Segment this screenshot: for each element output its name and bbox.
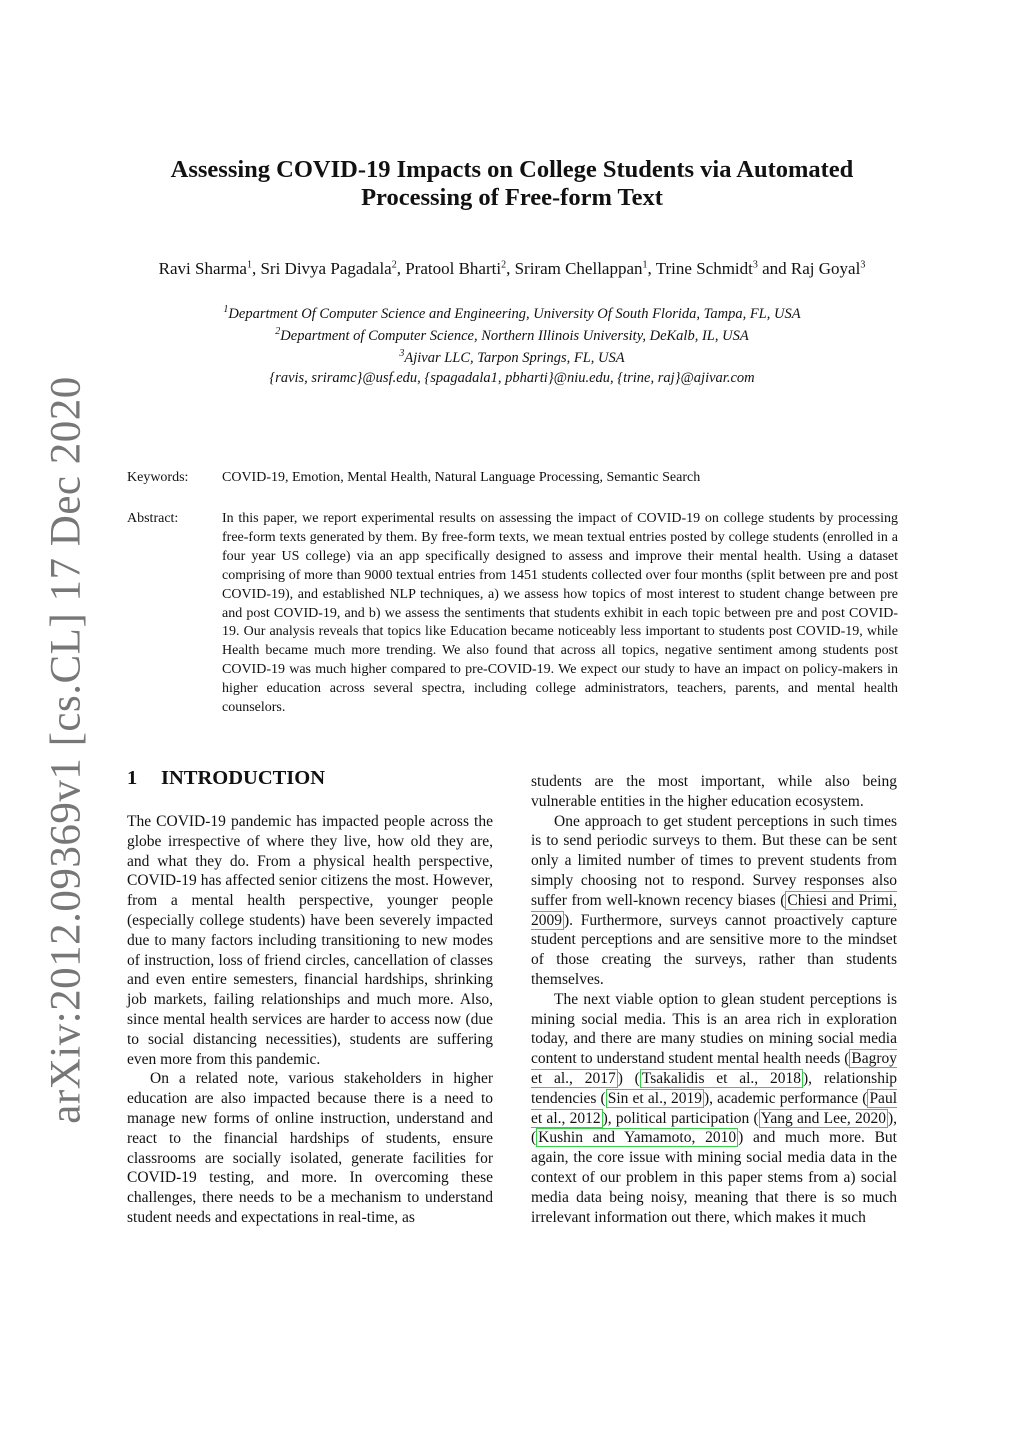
left-column <box>127 812 493 1228</box>
abstract-text: In this paper, we report experimental results on assessing the impact of COVID-19 on college students by processing free-form texts generated by them. By free-form texts, we mean textual entries posted by college students (enrolled in a four year US college) via an app specifically designed to assess and improve their mental health. Using a dataset comprising of more than 9000 textual entries from 1451 students collected over four months (split between pre and post COVID-19), and established NLP techniques, a) we assess how topics of most interest to student change between pre and post COVID-19, and b) we assess the sentiments that students exhibit in each topic between pre and post COVID-19. Our analysis reveals that topics like Education became noticeably less important to students post COVID-19, while Health became much more trending. We also found that across all topics, negative sentiment among students post COVID-19 was much higher compared to pre-COVID-19. We expect our study to have an impact on policy-makers in higher education across several spectra, including college administrators, teachers, parents, and mental health counselors. <box>222 511 898 716</box>
author-name: , Sriram Chellappan <box>506 259 643 278</box>
abstract-label: Abstract: <box>127 511 179 526</box>
citation-link[interactable]: Bagroy et al., 2017 <box>531 1050 897 1087</box>
paper-title <box>120 156 904 212</box>
affiliation: $^2$Department of Computer Science, Northern Illinois University, DeKalb, IL, USA <box>275 326 749 344</box>
citation-link[interactable]: Kushin and Yamamoto, 2010 <box>538 1129 737 1147</box>
right-column <box>531 772 897 1227</box>
author-name: , Pratool Bharti <box>396 259 502 278</box>
author-affil-mark: 3 <box>860 259 866 271</box>
title-line-1: Assessing COVID-19 Impacts on College Students via Automated <box>170 156 854 183</box>
author-name: , Sri Divya Pagadala <box>251 259 392 278</box>
citation-link[interactable]: Sin et al., 2019 <box>607 1089 702 1107</box>
author-affil-mark: 2 <box>501 259 507 271</box>
paragraph: students are the most important, while also being vulnerable entities in the higher education ecosystem. <box>531 773 897 810</box>
arxiv-identifier: arXiv:2012.09369v1 [cs.CL] 17 Dec 2020 <box>42 376 90 1124</box>
title-line-2: Processing of Free-form Text <box>361 184 663 211</box>
author-name: and Raj Goyal <box>757 259 861 278</box>
citation-link[interactable]: Chiesi and Primi, 2009 <box>531 891 897 929</box>
author-list <box>140 258 884 279</box>
author-affil-mark: 2 <box>391 259 397 271</box>
author-affil-mark: 1 <box>246 259 252 271</box>
section-heading <box>127 767 325 790</box>
paragraph: The next viable option to glean student perceptions is mining social media. This is an area rich in exploration today, and there are many studies on mining social media content to understand student mental health needs ( Bagroy et al., 2017 ) ( Tsakalidis et al., 2018 ), relationship tendencies ( Sin et al., 2019 ), academic performance ( Paul et al., 2012 ), political participation ( Yang and Lee, 2020 ), ( Kushin and Yamamoto, 2010 ) and much more. But again, the core issue with mining social media data in the context of our problem in this paper stems from a) social media data being noisy, meaning that there is so much irrelevant information out there, which makes it much <box>531 990 897 1226</box>
author-affil-mark: 1 <box>642 259 648 271</box>
citation-link[interactable]: Yang and Lee, 2020 <box>760 1109 886 1127</box>
section-title: INTRODUCTION <box>161 767 326 789</box>
citation-link[interactable]: Tsakalidis et al., 2018 <box>641 1069 801 1087</box>
keywords-label: Keywords: <box>127 470 189 485</box>
affiliation: $^1$Department Of Computer Science and Engineering, University Of South Florida, Tampa, FL, USA <box>223 304 801 322</box>
author-affil-mark: 3 <box>752 259 758 271</box>
keywords-text: COVID-19, Emotion, Mental Health, Natural Language Processing, Semantic Search <box>222 470 701 485</box>
paragraph: One approach to get student perceptions in such times is to send periodic surveys to them. But these can be sent only a limited number of times to prevent students from simply choosing not to respond. Survey responses also suffer from well-known recency biases ( Chiesi and Primi, 2009 ). Furthermore, surveys cannot proactively capture student perceptions and are sensitive more to the mindset of those creating the surveys, rather than students themselves. <box>531 812 897 988</box>
author-name: , Trine Schmidt <box>647 259 753 278</box>
affiliation: $^3$Ajivar LLC, Tarpon Springs, FL, USA <box>399 348 625 366</box>
paragraph: The COVID-19 pandemic has impacted people across the globe irrespective of where they live, how old they are, and what they do. From a physical health perspective, COVID-19 has affected senior citizens the most. However, from a mental health perspective, younger people (especially college students) have been severely impacted due to many factors including transitioning to new modes of instruction, loss of friend circles, cancellation of classes and even entire semesters, financial hardships, shrinking job markets, failing relationships and much more. Also, since mental health services are harder to access now (due to social distancing necessities), students are suffering even more from this pandemic. <box>127 813 493 1068</box>
citation-link[interactable]: Paul et al., 2012 <box>531 1089 897 1127</box>
author-emails: {ravis, sriramc}@usf.edu, {spagadala1, pbharti}@niu.edu, {trine, raj}@ajivar.com <box>269 370 755 386</box>
section-number: 1 <box>127 767 138 789</box>
author-name: Ravi Sharma <box>158 259 247 278</box>
paragraph: On a related note, various stakeholders in higher education are also impacted because there is a need to manage new forms of online instruction, understand and react to the financial hardships of students, ensure classrooms are socially isolated, generate facilities for COVID-19 testing, and more. In overcoming these challenges, there needs to be a mechanism to understand student needs and expectations in real-time, as <box>127 1070 493 1226</box>
